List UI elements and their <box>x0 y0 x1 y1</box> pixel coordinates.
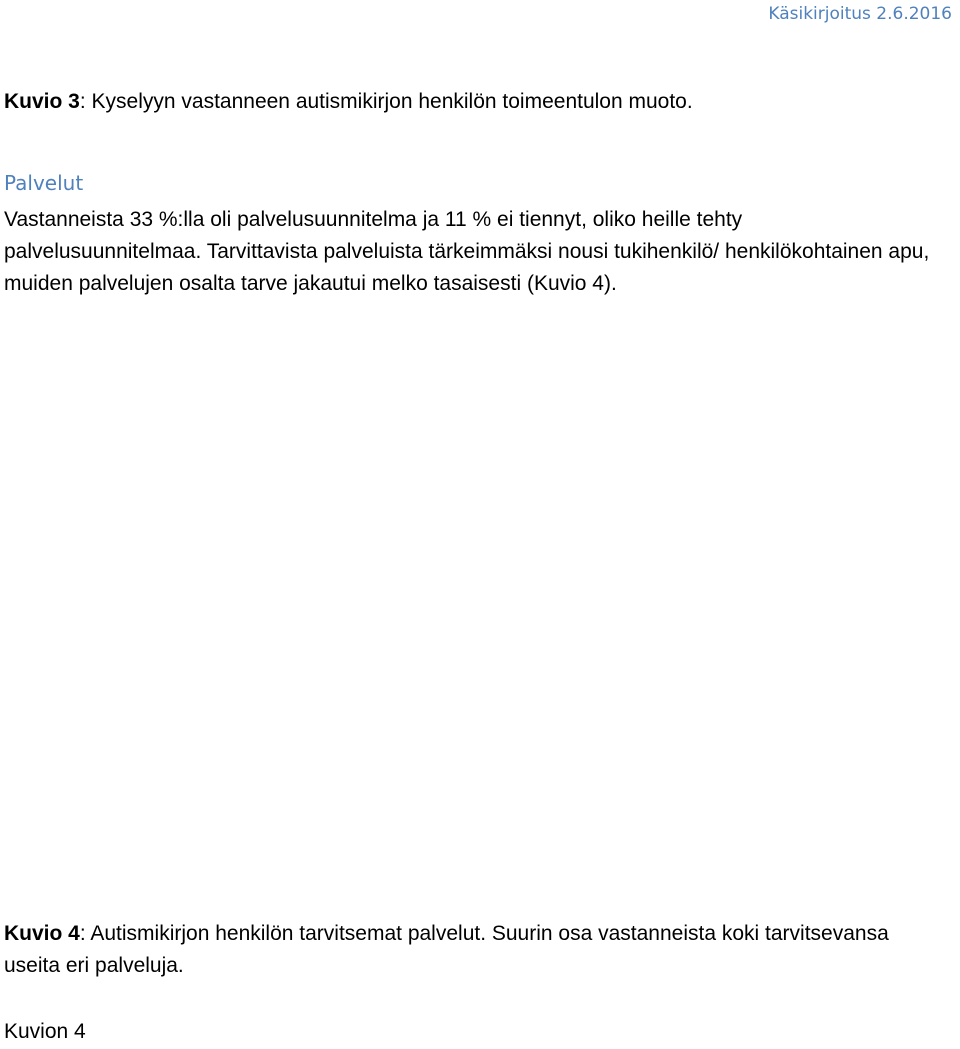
figure-3-caption <box>4 86 944 118</box>
figure-3-label: Kuvio 3 <box>4 90 80 113</box>
section-paragraph: Vastanneista 33 %:lla oli palvelusuunnitelma ja 11 % ei tiennyt, oliko heille tehty palvelusuunnitelmaa. Tarvittavista palveluista tärkeimmäksi nousi tukihenkilö/ henkilökohtainen apu, muiden palvelujen osalta tarve jakautui melko tasaisesti (Kuvio 4). <box>4 208 930 295</box>
figure-4-caption <box>4 918 944 982</box>
section-heading: Palvelut <box>4 171 84 195</box>
document-header-title: Käsikirjoitus 2.6.2016 <box>768 4 952 24</box>
figure-3-caption-text: : Kyselyyn vastanneen autismikirjon henkilön toimeentulon muoto. <box>79 90 693 113</box>
figure-4-reference: Kuvion 4 <box>4 1020 86 1043</box>
figure-4-caption-text: : Autismikirjon henkilön tarvitsemat palvelut. Suurin osa vastanneista koki tarvitsevansa useita eri palveluja. <box>4 922 889 977</box>
figure-4-label: Kuvio 4 <box>4 922 80 945</box>
